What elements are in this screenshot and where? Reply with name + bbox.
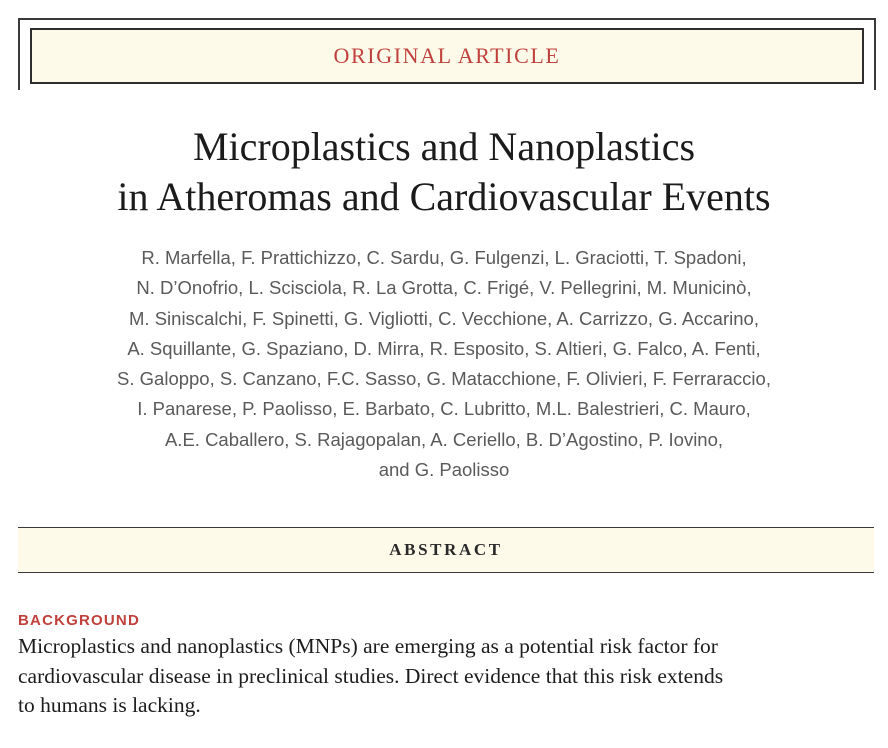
text-line: to humans is lacking. [18,693,201,717]
author-line: I. Panarese, P. Paolisso, E. Barbato, C. Lubritto, M.L. Balestrieri, C. Mauro, [137,398,751,420]
title-line-1: Microplastics and Nanoplastics [192,124,696,169]
author-line: M. Siniscalchi, F. Spinetti, G. Vigliotti, C. Vecchione, A. Carrizzo, G. Accarino, [129,307,759,329]
author-line: and G. Paolisso [378,459,510,481]
article-type-label: ORIGINAL ARTICLE [333,43,561,68]
author-line: N. D’Onofrio, L. Scisciola, R. La Grotta, C. Frigé, V. Pellegrini, M. Municinò, [136,277,752,299]
text-line: Microplastics and nanoplastics (MNPs) are emerging as a potential risk factor for [18,634,718,658]
author-line: R. Marfella, F. Prattichizzo, C. Sardu, G. Fulgenzi, L. Graciotti, T. Spadoni, [141,247,747,268]
author-line: A.E. Caballero, S. Rajagopalan, A. Ceriello, B. D’Agostino, P. Iovino, [164,428,724,450]
article-title [0,122,888,222]
title-line-2: in Atheromas and Cardiovascular Events [117,174,771,219]
author-list [0,243,888,485]
abstract-label: ABSTRACT [389,540,503,559]
author-line: S. Galoppo, S. Canzano, F.C. Sasso, G. Matacchione, F. Olivieri, F. Ferraraccio, [117,368,771,390]
text-line: cardiovascular disease in preclinical studies. Direct evidence that this risk extends [18,663,724,688]
article-type-banner [30,28,864,84]
background-text [18,632,878,721]
abstract-header [18,527,874,573]
author-line: A. Squillante, G. Spaziano, D. Mirra, R. Esposito, S. Altieri, G. Falco, A. Fenti, [127,337,761,359]
background-heading: BACKGROUND [18,612,140,629]
